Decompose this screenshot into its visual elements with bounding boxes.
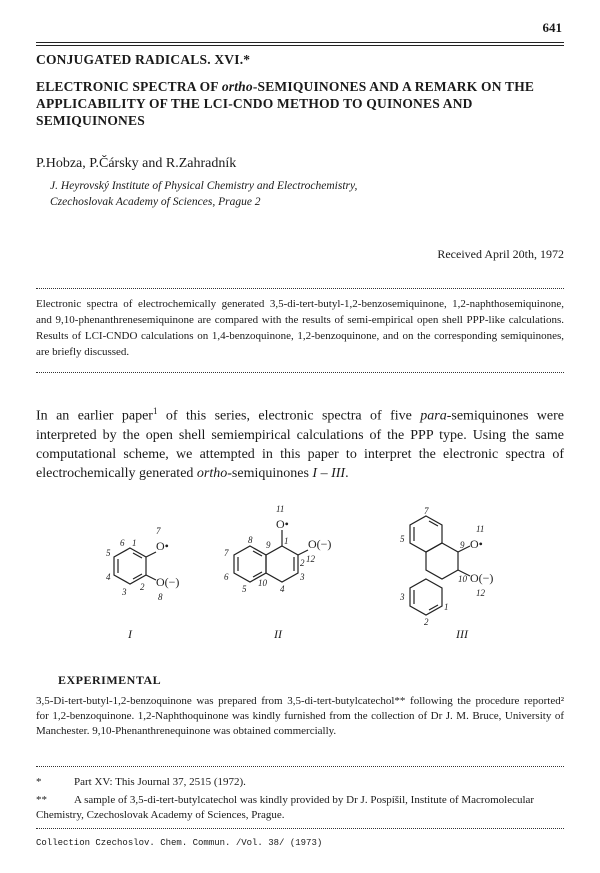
structure-I — [114, 548, 156, 584]
atom-label: 1 — [132, 538, 137, 548]
atom-label: 5 — [400, 534, 405, 544]
footnote-rule — [36, 766, 564, 767]
atom-label: 11 — [476, 524, 485, 534]
atom-label: 5 — [242, 584, 247, 594]
atom-label: 4 — [280, 584, 285, 594]
structure-label: III — [456, 627, 468, 641]
received-date: Received April 20th, 1972 — [437, 247, 564, 261]
atom-label: 2 — [140, 582, 145, 592]
header-rule — [36, 42, 564, 43]
atom-label: 12 — [306, 554, 315, 564]
structure-label: II — [274, 627, 282, 641]
atom-label: 10 — [258, 578, 267, 588]
atom-label: 2 — [424, 617, 429, 627]
journal-footer: Collection Czechoslov. Chem. Commun. /Vol. 38/ (1973) — [36, 838, 323, 848]
atom-label: 8 — [248, 535, 253, 545]
atom-label: 9 — [266, 540, 271, 550]
footnote: * Part XV: This Journal 37, 2515 (1972). — [36, 776, 246, 788]
anion-oxygen: O(−) — [470, 571, 494, 585]
atom-label: 6 — [224, 572, 229, 582]
structure-figure — [36, 500, 564, 650]
page-number: 641 — [542, 20, 562, 35]
atom-label: 12 — [476, 588, 485, 598]
abstract-rule-top — [36, 288, 564, 289]
atom-label: 11 — [276, 504, 285, 514]
atom-label: 7 — [224, 548, 229, 558]
atom-label: 8 — [158, 592, 163, 602]
section-heading-experimental: EXPERIMENTAL — [58, 673, 162, 687]
abstract-rule-bottom — [36, 372, 564, 373]
affiliation: J. Heyrovský Institute of Physical Chemistry and Electrochemistry, Czechoslovak Academy of Sciences, Prague 2 — [50, 180, 358, 208]
header-rule-thin — [36, 45, 564, 46]
atom-label: 1 — [444, 602, 449, 612]
atom-label: 5 — [106, 548, 111, 558]
experimental-text: 3,5-Di-tert-butyl-1,2-benzoquinone was prepared from 3,5-di-tert-butylcatechol** following the procedure reported² for 1,2-benzoquinone. 1,2-Naphthoquinone was kindly furnished from the collection of Dr J. M. Bruce, University of Manchester. 9,10-Phenanthrenequinone was obtained commercially. — [36, 695, 564, 737]
atom-label: 7 — [156, 526, 161, 536]
anion-oxygen: O(−) — [308, 537, 332, 551]
atom-label: 4 — [106, 572, 111, 582]
atom-label: 2 — [300, 558, 305, 568]
atom-label: 6 — [120, 538, 125, 548]
atom-label: 3 — [122, 587, 127, 597]
radical-oxygen: O• — [156, 539, 169, 553]
structure-label: I — [128, 627, 132, 641]
structure-III — [410, 516, 470, 615]
paper-title: ELECTRONIC SPECTRA OF ortho-SEMIQUINONES AND A REMARK ON THE APPLICABILITY OF THE LCI-CNDO METHOD TO QUINONES AND SEMIQUINONES — [36, 79, 535, 128]
atom-label: 3 — [300, 572, 305, 582]
authors: P.Hobza, P.Čársky and R.Zahradník — [36, 156, 237, 171]
atom-label: 10 — [458, 574, 467, 584]
radical-oxygen: O• — [276, 517, 289, 531]
atom-label: 7 — [424, 506, 429, 516]
footer-rule — [36, 828, 564, 829]
abstract: Electronic spectra of electrochemically generated 3,5-di-tert-butyl-1,2-benzosemiquinone, 1,2-naphthosemiquinone, and 9,10-phenanthrenesemiquinone are compared with the results of semi-empirical open shell PPP-like calculations. Results of LCI-CNDO calculations on 1,4-benzoquinone, 1,2-benzoquinone, and on the corresponding semiquinones, are briefly discussed. — [36, 298, 564, 358]
radical-oxygen: O• — [470, 537, 483, 551]
intro-paragraph: In an earlier paper$^1$ of this series, electronic spectra of five para-semiquinones were interpreted by the open shell semiempirical calculations of the PPP type. Using the same computational scheme, we attempted in this paper to interpret the electronic spectra of electrochemically generated ortho-semiquinones I – III. — [36, 406, 565, 481]
atom-label: 9 — [460, 540, 465, 550]
atom-label: 1 — [284, 536, 289, 546]
series-title: CONJUGATED RADICALS. XVI.* — [36, 52, 251, 67]
structure-II — [234, 530, 308, 582]
anion-oxygen: O(−) — [156, 575, 180, 589]
footnote: ** A sample of 3,5-di-tert-butylcatechol was kindly provided by Dr J. Pospíšil, Institute of Macromolecular Chemistry, Czechoslovak Academy of Sciences, Prague. — [36, 794, 535, 821]
atom-label: 3 — [400, 592, 405, 602]
